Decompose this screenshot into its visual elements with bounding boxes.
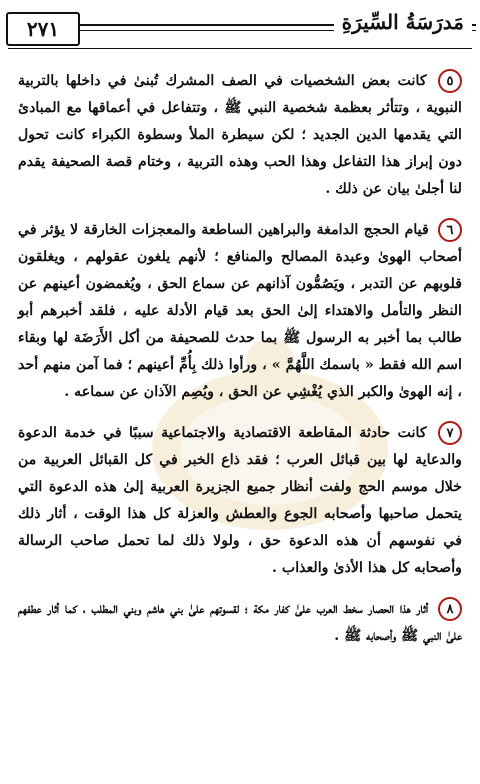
point-text: قيام الحجج الدامغة والبراهين الساطعة والمعجزات الخارقة لا يؤثر في أصحاب الهوىٰ وعبدة المصالح والمنافع ؛ لأنهم يلغون عقولهم ، ويغلقون قلوبهم عن التدبر ، ويَصُمُّون آذانهم عن سماع الحق ، ويُغمضون أعينهم عن النظر والتأمل والاهتداء إلىٰ الحق بعد قيام الأدلة عليه ، فلقد أخبرهم أبو طالب بما أخبر به الرسول ﷺ بما حدث للصحيفة من أكل الأَرَضَة لها وبقاء اسم الله فقط « باسمك اللَّهُمَّ » ، ورأوا ذلك بِأُمِّ أعينهم ؛ فما آمن منهم أحد ، إنه الهوىٰ والكبر الذي يُغْشِي عن الحق ، ويُصِم الآذان عن سماعه . (18, 222, 462, 400)
point-paragraph-8 (18, 596, 462, 650)
point-paragraph-5 (18, 68, 462, 203)
point-text: كانت حادثة المقاطعة الاقتصادية والاجتماعية سببًا في خدمة الدعوة والدعاية لها بين قبائل العرب ؛ فقد ذاع الخبر في كل القبائل العربية من خلال موسم الحج ولفت أنظار جميع الجزيرة العربية إلىٰ هذه الدعوة التي يتحمل صاحبها وأصحابه الجوع والعطش والعزلة كل هذا الوقت ، أثار ذلك في نفوسهم أن هذه الدعوة حق ، ولولا ذلك لما تحمل صاحب الرسالة وأصحابه كل هذا الأذىٰ والعذاب . (18, 425, 462, 576)
point-number-badge: ٦ (438, 218, 462, 242)
page-header (4, 10, 476, 56)
point-number-badge: ٥ (438, 69, 462, 93)
point-paragraph-6 (18, 217, 462, 406)
point-number-badge: ٧ (438, 421, 462, 445)
page-body (18, 68, 462, 664)
header-rule-bottom (8, 48, 472, 49)
point-number-badge: ٨ (438, 597, 462, 621)
point-text: كانت بعض الشخصيات في الصف المشرك تُبنىٰ في داخلها بالتربية النبوية ، وتتأثر بعظمة شخصية النبي ﷺ ، وتتفاعل في أعماقها مع المبادئ التي يقدمها الدين الجديد ؛ لكن سيطرة الملأ وسطوة الكبراء كانت تحول دون إبراز هذا التفاعل وهذا الحب وهذه التربية ، وختام قصة الصحيفة يقدم لنا أجلىٰ بيان عن ذلك . (18, 73, 462, 197)
running-title: مَدرَسَةُ السِّيرَةِ (334, 10, 472, 34)
point-text: أثار هذا الحصار سخط العرب علىٰ كفار مكة ؛ لقسوتهم علىٰ بني هاشم وبني المطلب ، كما أثار عطفهم علىٰ النبي ﷺ وأصحابه ﷺ . (18, 601, 462, 644)
page-number: ٢٧١ (6, 12, 80, 46)
point-paragraph-7 (18, 420, 462, 582)
